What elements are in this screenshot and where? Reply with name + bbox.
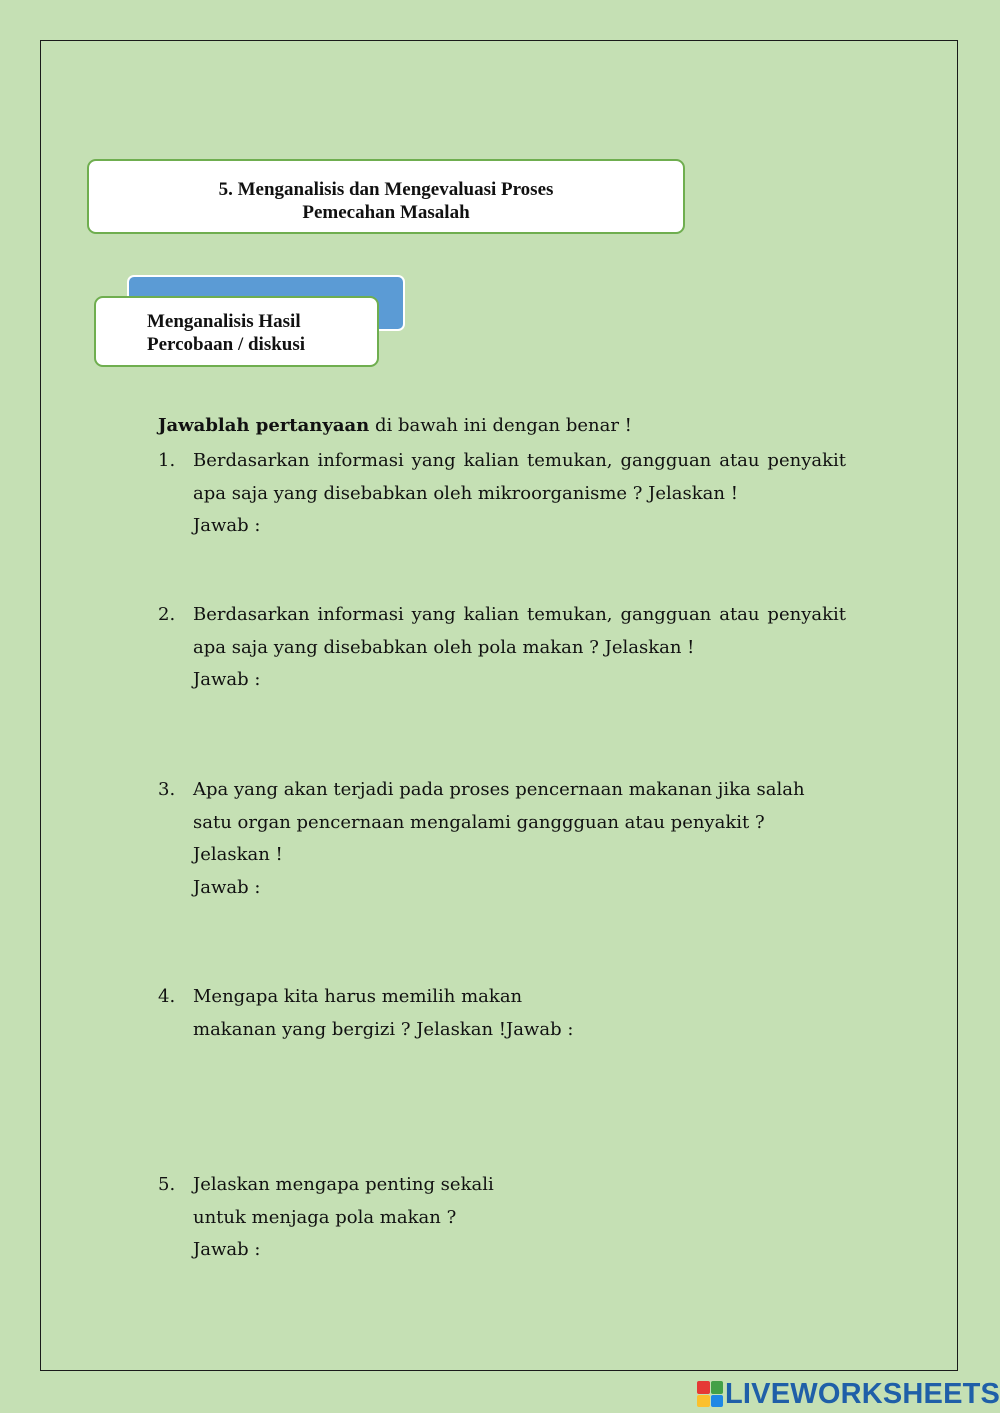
page-border (40, 40, 958, 1371)
liveworksheets-logo-text: LIVEWORKSHEETS (725, 1377, 1000, 1410)
answer-label: Jawab : (193, 669, 261, 690)
question-text-line: Apa yang akan terjadi pada proses pencernaan makanan jika salah (193, 779, 805, 800)
subsection-label-line2: Percobaan / diskusi (147, 334, 306, 355)
liveworksheets-logo-icon (697, 1381, 723, 1407)
question-text-line: Berdasarkan informasi yang kalian temukan, gangguan atau penyakit (193, 604, 846, 625)
subsection-label-box (94, 296, 379, 367)
section-title-line2: Pemecahan Masalah (302, 202, 470, 223)
question-text-line: makanan yang bergizi ? Jelaskan !Jawab : (193, 1018, 574, 1040)
question-text-line: untuk menjaga pola makan ? (193, 1206, 457, 1228)
section-title-box (87, 159, 685, 234)
question-text-line: satu organ pencernaan mengalami ganggguan atau penyakit ? (193, 811, 765, 833)
instruction-text (158, 414, 632, 438)
answer-label: Jawab : (193, 515, 261, 536)
question-number: 1. (158, 450, 176, 471)
question-number: 3. (158, 779, 176, 800)
question-number: 2. (158, 604, 176, 625)
answer-label: Jawab : (193, 876, 261, 898)
question-number: 4. (158, 986, 176, 1007)
instruction-bold: Jawablah pertanyaan (158, 415, 370, 436)
question-number: 5. (158, 1174, 176, 1195)
subsection-label-line1: Menganalisis Hasil (147, 311, 301, 332)
answer-label: Jawab : (193, 1239, 261, 1260)
section-title-line1: 5. Menganalisis dan Mengevaluasi Proses (218, 179, 554, 200)
question-text-line: Mengapa kita harus memilih makan (193, 986, 523, 1007)
question-text-line: apa saja yang disebabkan oleh pola makan ? Jelaskan ! (193, 636, 695, 658)
question-text-line: Berdasarkan informasi yang kalian temukan, gangguan atau penyakit (193, 450, 846, 471)
question-text-line: Jelaskan ! (193, 844, 283, 865)
question-text-line: apa saja yang disebabkan oleh mikroorganisme ? Jelaskan ! (193, 482, 738, 504)
question-text-line: Jelaskan mengapa penting sekali (193, 1174, 494, 1195)
instruction-rest: di bawah ini dengan benar ! (369, 415, 632, 436)
liveworksheets-logo (697, 1378, 1000, 1410)
